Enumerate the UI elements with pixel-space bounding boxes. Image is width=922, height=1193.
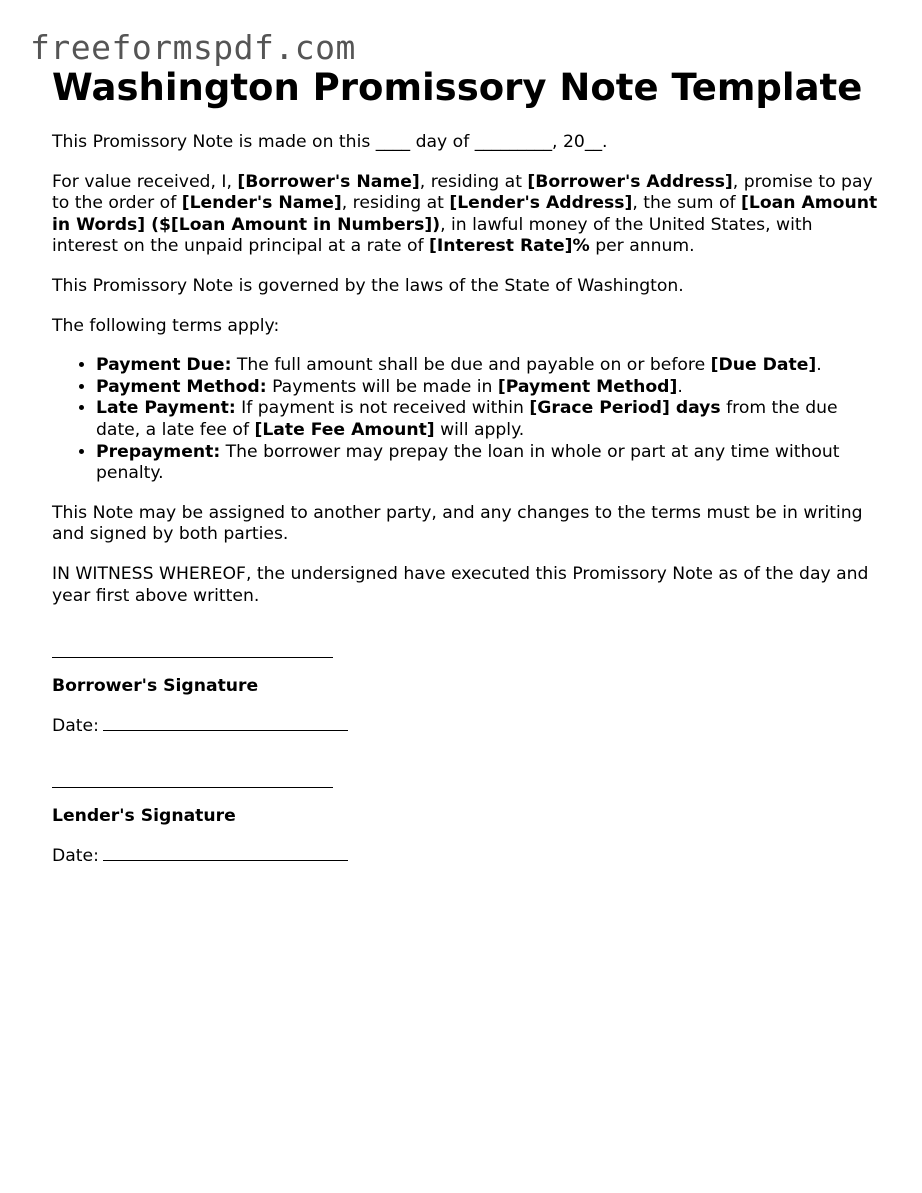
text-run: The full amount shall be due and payable on or before <box>231 355 711 376</box>
terms-intro: The following terms apply: <box>52 315 280 336</box>
text-run: , residing at <box>419 171 528 192</box>
borrower-date-line <box>103 716 348 731</box>
lender-date-row <box>52 846 882 868</box>
witness-paragraph: IN WITNESS WHEREOF, the undersigned have executed this Promissory Note as of the day and year first above written. <box>52 563 869 606</box>
governing-law-paragraph: This Promissory Note is governed by the laws of the State of Washington. <box>52 275 684 296</box>
payment-method-placeholder: [Payment Method] <box>497 376 678 397</box>
document-body <box>52 62 882 867</box>
date-label: Date: <box>52 845 99 866</box>
borrower-signature-line <box>52 639 333 658</box>
text-run: Payments will be made in <box>266 376 498 397</box>
text-run: from the due date, a late fee of <box>96 398 838 440</box>
text-run: If payment is not received within <box>235 398 530 419</box>
lender-signature-line <box>52 769 333 788</box>
text-run: For value received, I, <box>52 171 238 192</box>
made-on-paragraph: This Promissory Note is made on this ____ day of _________, 20__. <box>52 132 608 152</box>
lender-name-placeholder: [Lender's Name] <box>181 193 342 214</box>
value-received-paragraph <box>52 172 882 258</box>
lender-date-line <box>103 846 348 861</box>
page-title: Washington Promissory Note Template <box>52 66 863 109</box>
text-run: , promise to pay to the order of <box>52 171 873 214</box>
text-run: , residing at <box>341 193 450 214</box>
term-prepayment <box>96 442 882 485</box>
term-payment-method <box>96 377 882 399</box>
lender-signature-label: Lender's Signature <box>52 806 236 827</box>
text-run: will apply. <box>434 419 525 440</box>
borrower-address-placeholder: [Borrower's Address] <box>527 171 733 192</box>
date-label: Date: <box>52 715 99 736</box>
assignment-paragraph: This Note may be assigned to another party, and any changes to the terms must be in writing and signed by both parties. <box>52 502 863 545</box>
interest-rate-placeholder: [Interest Rate]% <box>429 236 590 257</box>
late-fee-placeholder: [Late Fee Amount] <box>254 419 435 440</box>
term-label: Payment Method: <box>96 376 267 397</box>
term-label: Prepayment: <box>96 441 221 462</box>
borrower-name-placeholder: [Borrower's Name] <box>237 171 420 192</box>
text-run: . <box>677 376 683 397</box>
text-run: , the sum of <box>632 193 742 214</box>
due-date-placeholder: [Due Date] <box>710 355 817 376</box>
term-payment-due <box>96 355 882 377</box>
text-run: The borrower may prepay the loan in whole or part at any time without penalty. <box>96 441 840 484</box>
site-watermark: freeformspdf.com <box>30 28 356 67</box>
grace-period-placeholder: [Grace Period] days <box>529 398 721 419</box>
term-label: Payment Due: <box>96 355 232 376</box>
term-label: Late Payment: <box>96 398 236 419</box>
term-late-payment <box>96 398 882 441</box>
text-run: , in lawful money of the United States, with interest on the unpaid principal at a rate of <box>52 214 813 257</box>
terms-list <box>52 355 882 485</box>
loan-amount-placeholder: [Loan Amount in Words] ($[Loan Amount in Numbers]) <box>52 193 878 235</box>
text-run: . <box>816 355 822 376</box>
borrower-signature-label: Borrower's Signature <box>52 676 259 697</box>
lender-address-placeholder: [Lender's Address] <box>449 193 633 214</box>
text-run: per annum. <box>589 236 695 257</box>
borrower-date-row <box>52 716 882 738</box>
